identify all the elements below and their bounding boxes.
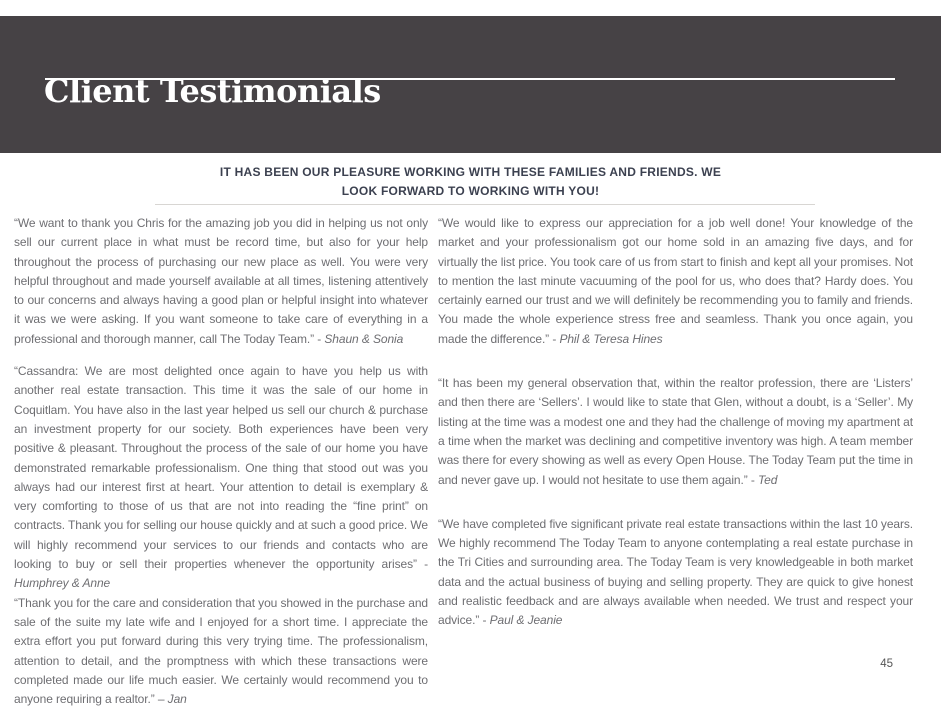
testimonial-paragraph (438, 214, 913, 349)
testimonial-quote-text: “Thank you for the care and consideration that you showed in the purchase and sale of the suite my late wife and I enjoyed for a short time. I appreciate the extra effort you put forward during this very trying time. The professionalism, attention to detail, and the promptness with which these transactions were completed made our life much easier. We certainly would recommend you to anyone requiring a realtor.” – (14, 595, 428, 707)
testimonial-attribution: Ted (758, 472, 778, 487)
left-column (14, 214, 428, 709)
page-number: 45 (880, 658, 893, 670)
testimonial-paragraph (14, 362, 428, 594)
testimonial-quote-text: “We want to thank you Chris for the amazing job you did in helping us not only sell our current place in what must be record time, but also for your help throughout the process of purchasing our new place as well. You were very helpful throughout and made yourself available at all times, listening attentively to our concerns and always having a good plan or helpful insight into whatever it was we were asking. If you want someone to take care of everything in a professional and thorough manner, call The Today Team.” - (14, 216, 428, 346)
testimonial-attribution: Jan (167, 692, 187, 707)
testimonial-columns (14, 214, 913, 709)
testimonial-paragraph (438, 515, 913, 631)
page-title: Client Testimonials (44, 72, 381, 110)
testimonial-attribution: Phil & Teresa Hines (559, 331, 663, 346)
testimonial-paragraph (438, 374, 913, 490)
intro-headline-line2: LOOK FORWARD TO WORKING WITH YOU! (341, 184, 600, 198)
intro-headline-line1: IT HAS BEEN OUR PLEASURE WORKING WITH THESE FAMILIES AND FRIENDS. WE (219, 165, 722, 179)
testimonial-quote-text: “It has been my general observation that, within the realtor profession, there are ‘Listers’ and then there are ‘Sellers’. I would like to state that Glen, without a doubt, is a ‘Seller’. My listing at the time was a modest one and they had the challenge of moving my apartment at a time when the market was declining and competitive inventory was high. A team member was there for every showing as well as every Open House. The Today Team put the time in and never gave up. I would not hesitate to use them again.” - (438, 376, 913, 487)
testimonial-paragraph (14, 594, 428, 710)
right-column (438, 214, 913, 709)
testimonial-quote-text: “Cassandra: We are most delighted once again to have you help us with another real estate transaction. This time it was the sale of our home in Coquitlam. You have also in the last year helped us sell our church & purchase an investment property for our society. Both experiences have been very positive & pleasant. Throughout the process of the sale of our home you have demonstrated remarkable professionalism. One thing that stood out was you always had our interest first at heart. Your attention to detail is exemplary & very comforting to those of us that are not into reading the “fine print” on contracts. Thank you for selling our house quickly and at such a good price. We will highly recommend your services to our friends and contacts who are looking to buy or sell their properties whenever the opportunity arises” - (14, 364, 428, 572)
testimonial-quote-text: “We would like to express our appreciation for a job well done! Your knowledge of the market and your professionalism got our home sold in an amazing five days, and for virtually the list price. You took care of us from start to finish and kept all your promises. Not to mention the last minute vacuuming of the pool for us, who does that? Hardy does. You certainly earned our trust and we will definitely be recommending you to family and friends. You made the whole experience stress free and seamless. Thank you once again, you made the difference.” - (438, 216, 913, 346)
testimonial-paragraph (14, 214, 428, 349)
intro-headline (0, 163, 941, 201)
intro-divider-line (155, 204, 815, 205)
testimonial-attribution: Humphrey & Anne (14, 576, 111, 591)
testimonial-quote-text: “We have completed five significant private real estate transactions within the last 10 years. We highly recommend The Today Team to anyone contemplating a real estate purchase in the Tri Cities and surrounding area. The Today Team is very knowledgeable in both market data and the actual business of buying and selling property. They are quick to give honest and realistic feedback and are always available when needed. We trust and respect your advice.” - (438, 516, 913, 628)
testimonial-attribution: Shaun & Sonia (324, 331, 404, 346)
testimonial-attribution: Paul & Jeanie (489, 613, 563, 628)
